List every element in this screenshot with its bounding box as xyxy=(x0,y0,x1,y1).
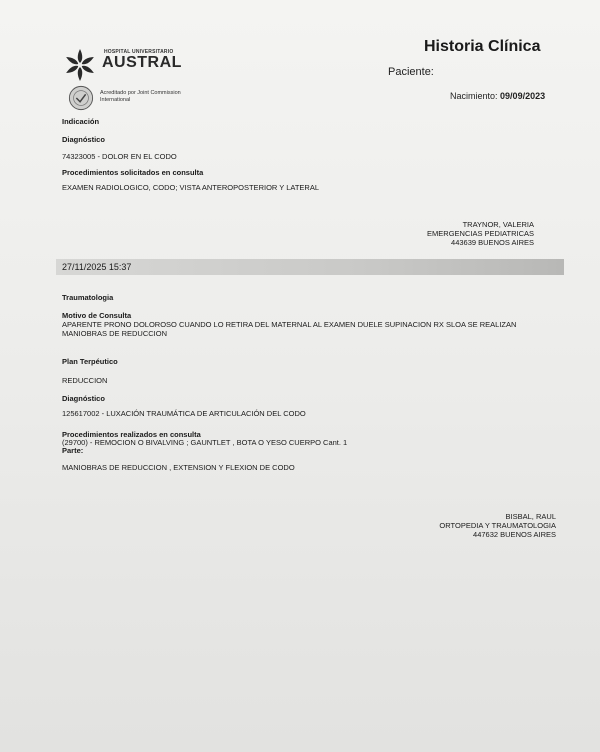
indicacion-label: Indicación xyxy=(62,117,100,126)
birth-date-label: Nacimiento: xyxy=(450,91,498,101)
doctor-name-2: BISBAL, RAUL xyxy=(505,512,556,521)
doctor-license-2: 447632 BUENOS AIRES xyxy=(473,530,556,539)
diagnostico-value-2: 125617002 - LUXACIÓN TRAUMÁTICA DE ARTICULACIÓN DEL CODO xyxy=(62,409,306,418)
jci-accreditation-text: Acreditado por Joint Commission International xyxy=(100,90,181,103)
doctor-license-1: 443639 BUENOS AIRES xyxy=(451,238,534,247)
procedimientos-solicitados-value: EXAMEN RADIOLOGICO, CODO; VISTA ANTEROPOSTERIOR Y LATERAL xyxy=(62,183,320,192)
birth-date xyxy=(450,91,545,101)
procedimientos-realizados-label: Procedimientos realizados en consulta xyxy=(62,430,201,439)
motivo-value: APARENTE PRONO DOLOROSO CUANDO LO RETIRA DEL MATERNAL AL EXAMEN DUELE SUPINACION RX SLOA SE REALIZAN MANIOBRAS DE REDUCCION xyxy=(62,320,517,338)
hospital-logo-icon xyxy=(60,45,100,85)
specialty-label: Traumatologia xyxy=(62,293,114,302)
parte-label: Parte: xyxy=(62,446,84,455)
doctor-specialty-2: ORTOPEDIA Y TRAUMATOLOGIA xyxy=(439,521,556,530)
doctor-name-1: TRAYNOR, VALERIA xyxy=(462,220,534,229)
birth-date-value: 09/09/2023 xyxy=(500,91,546,101)
motivo-label: Motivo de Consulta xyxy=(62,311,132,320)
diagnostico-label-2: Diagnóstico xyxy=(62,394,105,403)
jci-seal-icon xyxy=(68,85,94,111)
logo-wordmark: AUSTRAL xyxy=(102,54,182,71)
patient-label: Paciente: xyxy=(388,66,434,78)
consultation-date: 27/11/2025 15:37 xyxy=(62,262,132,272)
diagnostico-value-1: 74323005 - DOLOR EN EL CODO xyxy=(62,152,177,161)
procedimientos-solicitados-label: Procedimientos solicitados en consulta xyxy=(62,168,204,177)
consultation-date-bar xyxy=(56,259,564,275)
page-title: Historia Clínica xyxy=(424,38,541,55)
plan-label: Plan Terpéutico xyxy=(62,357,118,366)
plan-value: REDUCCION xyxy=(62,376,108,385)
parte-value: MANIOBRAS DE REDUCCION , EXTENSION Y FLEXION DE CODO xyxy=(62,463,295,472)
doctor-signature-2 xyxy=(439,512,556,539)
doctor-signature-1 xyxy=(427,220,534,247)
diagnostico-label-1: Diagnóstico xyxy=(62,135,105,144)
doctor-specialty-1: EMERGENCIAS PEDIATRICAS xyxy=(427,229,534,238)
procedimientos-realizados-value: (29700) - REMOCION O BIVALVING ; GAUNTLET , BOTA O YESO CUERPO Cant. 1 xyxy=(62,438,348,447)
logo-top-line: HOSPITAL UNIVERSITARIO xyxy=(104,49,174,55)
